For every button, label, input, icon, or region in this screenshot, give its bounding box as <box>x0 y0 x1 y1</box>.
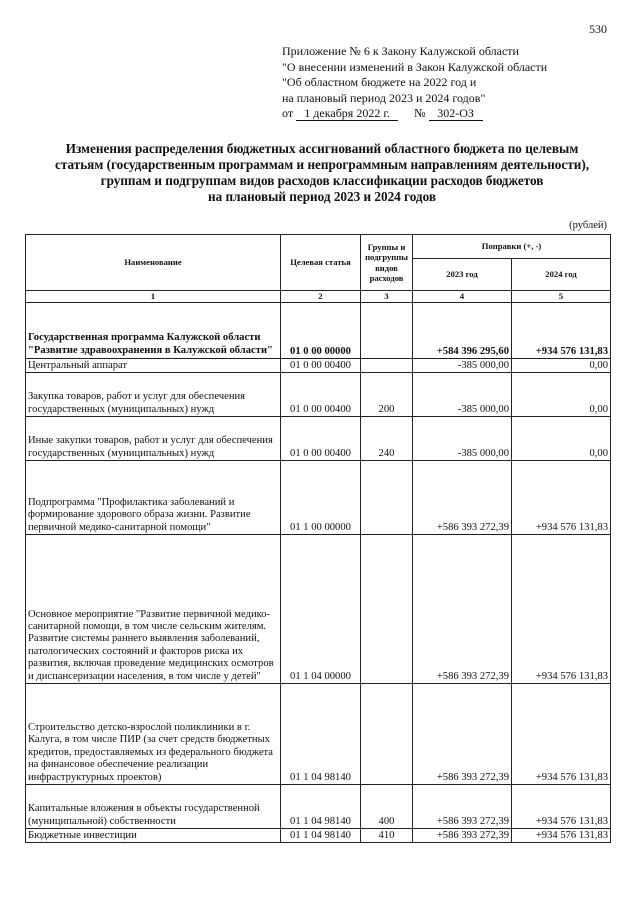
currency-note: (рублей) <box>569 220 607 231</box>
appendix-block <box>282 44 602 122</box>
row-value-2023: -385 000,00 <box>413 417 512 461</box>
table-row <box>26 684 611 785</box>
column-number: 3 <box>361 291 413 303</box>
appendix-date-line <box>282 106 602 122</box>
row-name: Строительство детско-взрослой поликлиники в г. Калуга, в том числе ПИР (за счет средств бюджетных кредитов, предоставляемых из федерального бюджета на финансовое обеспечение реализации инфраструктурных проектов) <box>26 684 281 785</box>
row-target-code: 01 1 04 00000 <box>281 535 361 684</box>
table-row <box>26 785 611 829</box>
column-number-row <box>26 291 611 303</box>
title-line-1: Изменения распределения бюджетных ассигнований областного бюджета по целевым <box>65 141 579 156</box>
page-number: 530 <box>589 22 607 36</box>
row-group: 200 <box>361 373 413 417</box>
row-name: Капитальные вложения в объекты государственной (муниципальной) собственности <box>26 785 281 829</box>
row-group <box>361 684 413 785</box>
row-value-2024: +934 576 131,83 <box>512 829 611 843</box>
column-number: 4 <box>413 291 512 303</box>
table-header <box>26 235 611 303</box>
title-line-3: группам и подгруппам видов расходов классификации расходов бюджетов <box>100 173 544 188</box>
row-target-code: 01 0 00 00400 <box>281 359 361 373</box>
appendix-line-3: "Об областном бюджете на 2022 год и <box>282 75 477 89</box>
row-group: 410 <box>361 829 413 843</box>
row-value-2023: -385 000,00 <box>413 373 512 417</box>
table-row <box>26 373 611 417</box>
row-target-code: 01 0 00 00400 <box>281 373 361 417</box>
appendix-number-label: № <box>414 106 426 120</box>
header-2023: 2023 год <box>413 259 512 291</box>
header-name: Наименование <box>26 235 281 291</box>
row-target-code: 01 1 04 98140 <box>281 785 361 829</box>
row-name: Центральный аппарат <box>26 359 281 373</box>
row-value-2024: +934 576 131,83 <box>512 461 611 535</box>
table-row <box>26 359 611 373</box>
row-value-2023: +586 393 272,39 <box>413 461 512 535</box>
table-row <box>26 535 611 684</box>
row-name: Подпрограмма "Профилактика заболеваний и формирование здорового образа жизни. Развитие первичной медико-санитарной помощи" <box>26 461 281 535</box>
row-name: Закупка товаров, работ и услуг для обеспечения государственных (муниципальных) нужд <box>26 373 281 417</box>
row-group <box>361 359 413 373</box>
header-2024: 2024 год <box>512 259 611 291</box>
row-value-2023: +586 393 272,39 <box>413 829 512 843</box>
row-group <box>361 303 413 359</box>
row-value-2024: +934 576 131,83 <box>512 684 611 785</box>
row-name: Бюджетные инвестиции <box>26 829 281 843</box>
row-value-2024: 0,00 <box>512 417 611 461</box>
row-value-2024: +934 576 131,83 <box>512 303 611 359</box>
document-title <box>22 141 622 205</box>
row-value-2024: 0,00 <box>512 359 611 373</box>
row-group: 240 <box>361 417 413 461</box>
budget-table <box>25 234 611 843</box>
row-target-code: 01 1 04 98140 <box>281 684 361 785</box>
row-value-2024: 0,00 <box>512 373 611 417</box>
table-row <box>26 303 611 359</box>
appendix-from-label: от <box>282 106 294 120</box>
row-target-code: 01 0 00 00400 <box>281 417 361 461</box>
column-number: 1 <box>26 291 281 303</box>
row-value-2024: +934 576 131,83 <box>512 535 611 684</box>
row-group: 400 <box>361 785 413 829</box>
table-body <box>26 303 611 843</box>
table-row <box>26 461 611 535</box>
row-group <box>361 461 413 535</box>
row-target-code: 01 1 00 00000 <box>281 461 361 535</box>
row-value-2023: +586 393 272,39 <box>413 684 512 785</box>
header-target: Целевая статья <box>281 235 361 291</box>
row-value-2023: -385 000,00 <box>413 359 512 373</box>
header-groups: Группы и подгруппы видов расходов <box>361 235 413 291</box>
table-row <box>26 417 611 461</box>
row-name: Иные закупки товаров, работ и услуг для обеспечения государственных (муниципальных) нужд <box>26 417 281 461</box>
row-target-code: 01 0 00 00000 <box>281 303 361 359</box>
appendix-line-2: "О внесении изменений в Закон Калужской области <box>282 59 548 74</box>
row-name: Основное мероприятие "Развитие первичной медико-санитарной помощи, в том числе сельским жителям. Развитие системы раннего выявления заболеваний, патологических состояний и факторов риска их развития, включая проведение медицинских осмотров и диспансеризации населения, в том числе у детей" <box>26 535 281 684</box>
appendix-line-1: Приложение № 6 к Закону Калужской области <box>282 44 519 58</box>
title-line-2: статьям (государственным программам и непрограммным направлениям деятельности), <box>54 157 590 172</box>
header-amendments: Поправки (+, -) <box>413 235 611 259</box>
row-target-code: 01 1 04 98140 <box>281 829 361 843</box>
row-group <box>361 535 413 684</box>
row-name: Государственная программа Калужской области "Развитие здравоохранения в Калужской области" <box>26 303 281 359</box>
row-value-2023: +586 393 272,39 <box>413 785 512 829</box>
row-value-2023: +584 396 295,60 <box>413 303 512 359</box>
table-row <box>26 829 611 843</box>
column-number: 2 <box>281 291 361 303</box>
row-value-2024: +934 576 131,83 <box>512 785 611 829</box>
appendix-number: 302-ОЗ <box>429 107 483 121</box>
title-line-4: на плановый период 2023 и 2024 годов <box>208 189 436 204</box>
column-number: 5 <box>512 291 611 303</box>
row-value-2023: +586 393 272,39 <box>413 535 512 684</box>
appendix-date: 1 декабря 2022 г. <box>296 107 398 121</box>
appendix-line-4: на плановый период 2023 и 2024 годов" <box>282 90 486 105</box>
